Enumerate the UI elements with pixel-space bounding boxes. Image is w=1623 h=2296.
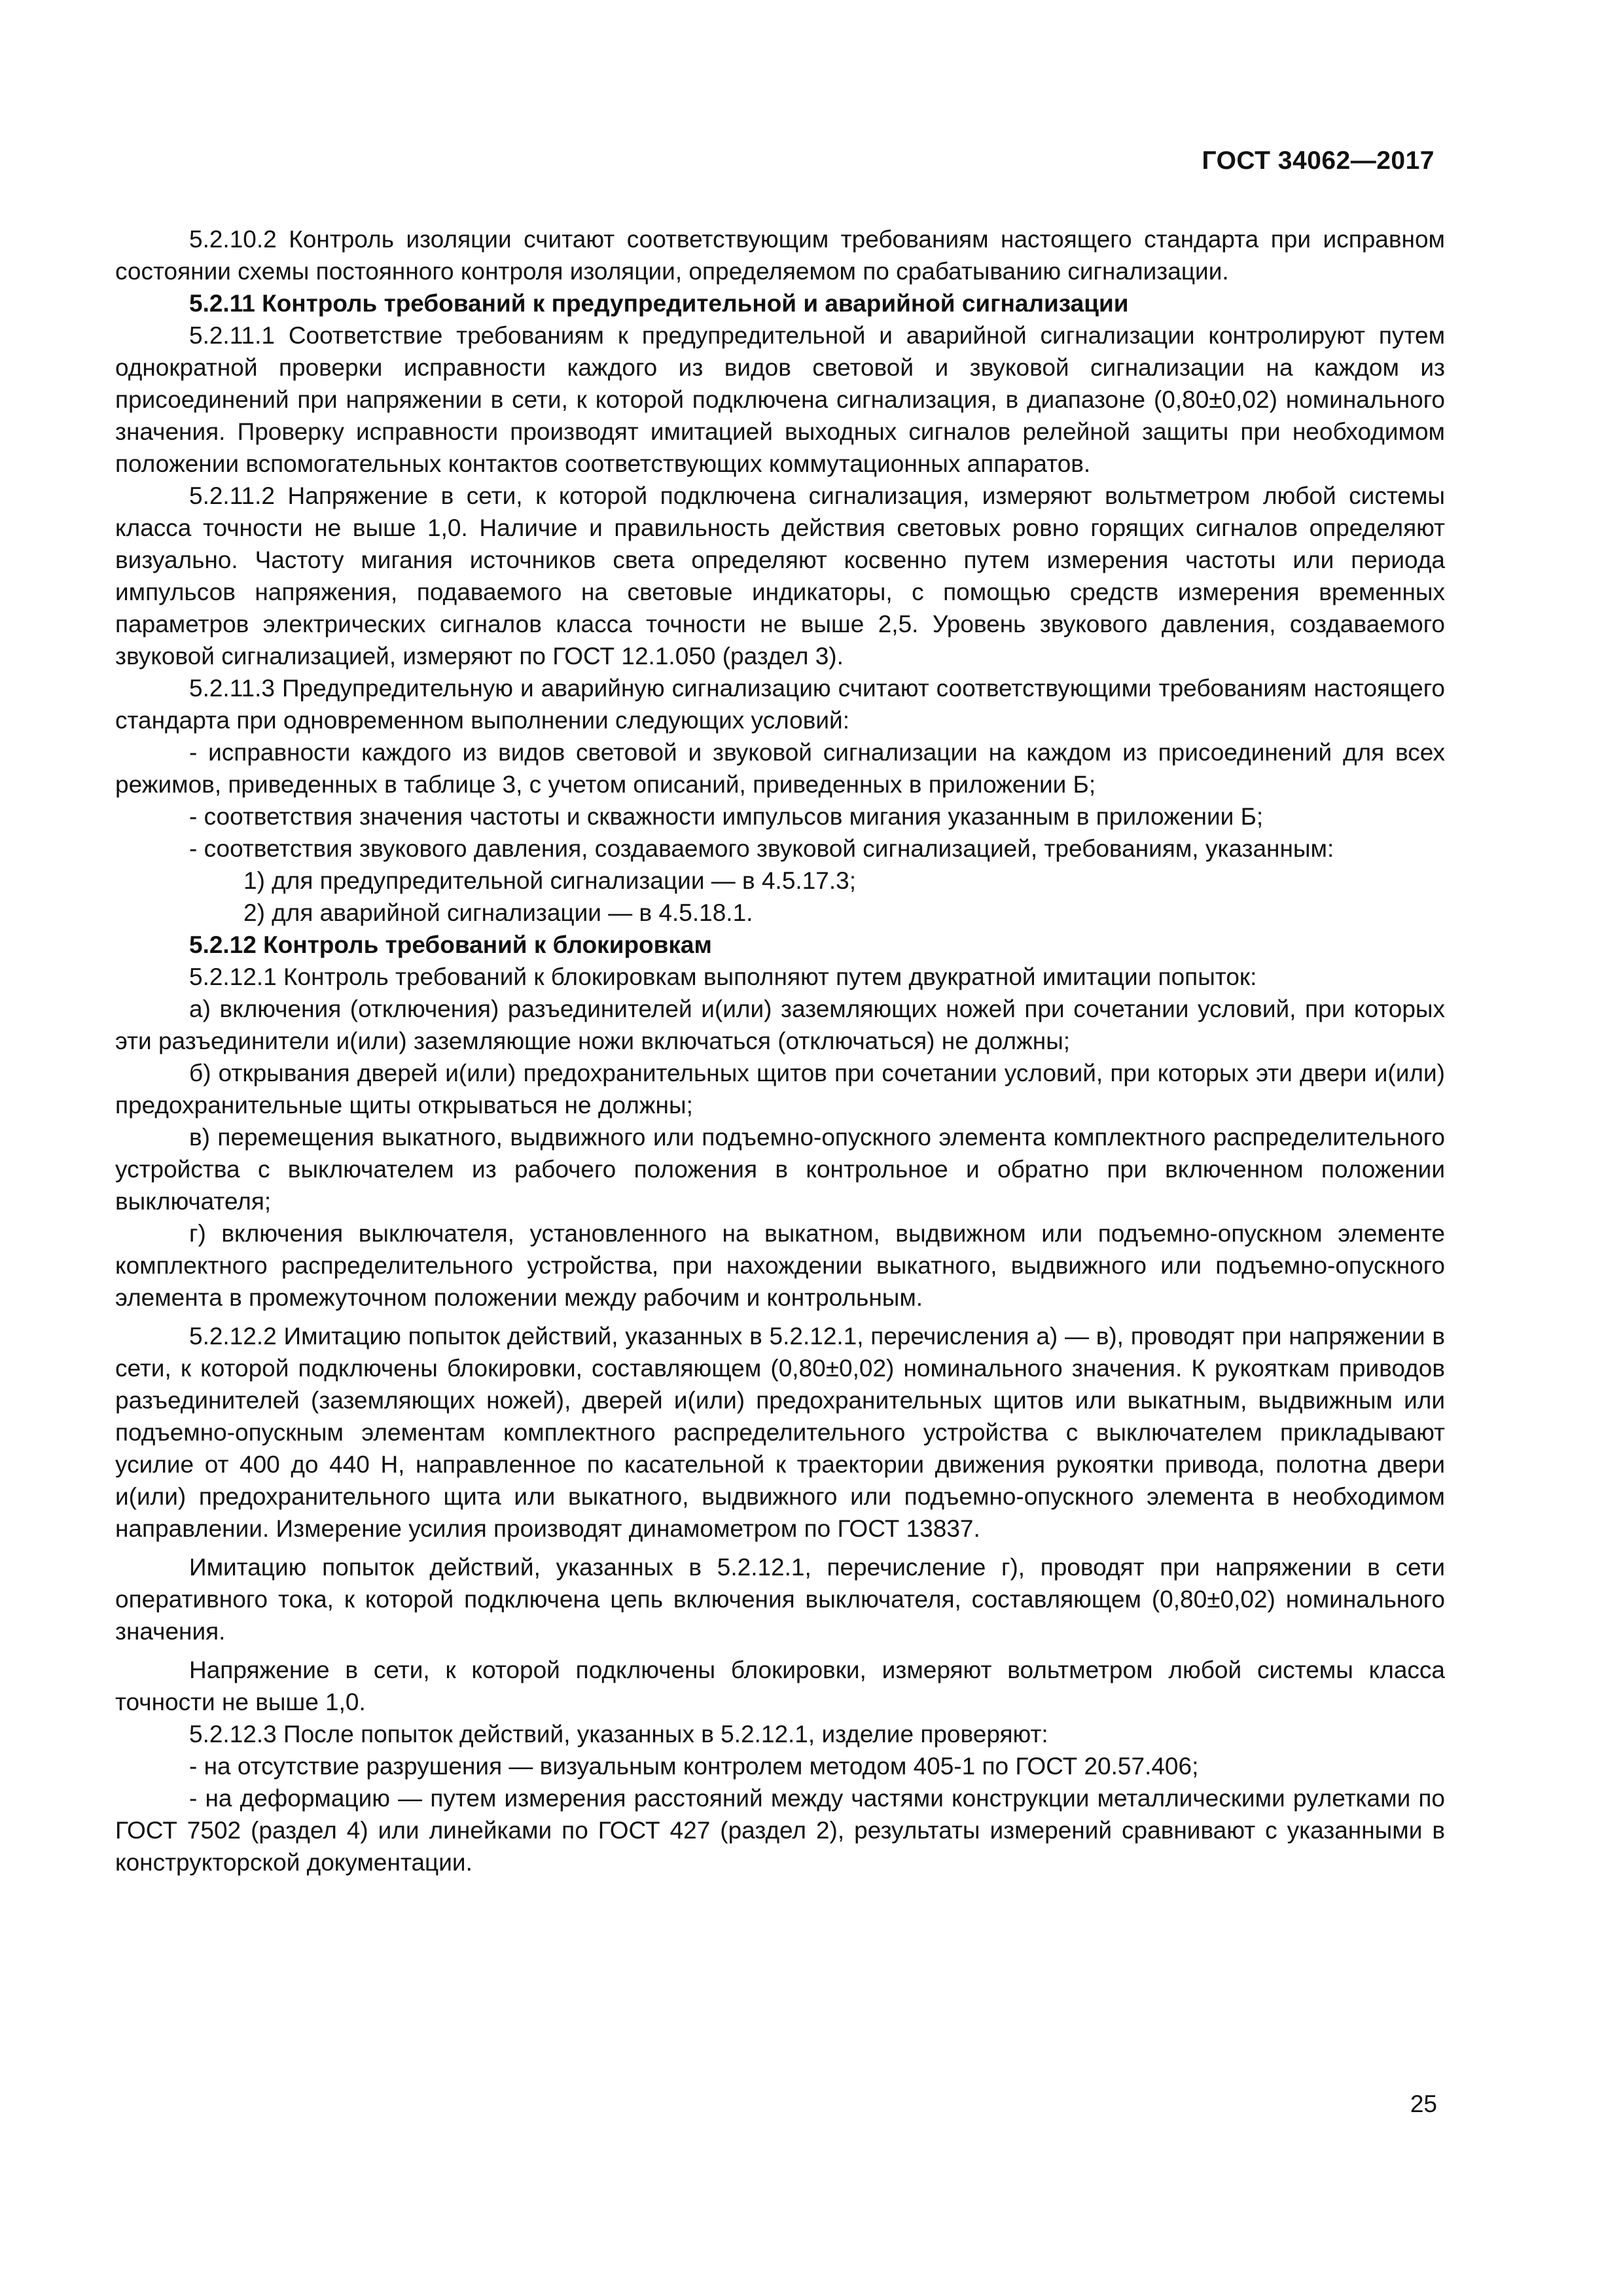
section-heading-5-2-12: 5.2.12 Контроль требований к блокировкам (189, 931, 712, 958)
paragraph: Напряжение в сети, к которой подключены блокировки, измеряют вольтметром любой системы класса точности не выше 1,0. (115, 1657, 1445, 1715)
paragraph-5-2-11-1: 5.2.11.1 Соответствие требованиям к предупредительной и аварийной сигнализации контролируют путем однократной проверки исправности каждого из видов световой и звуковой сигнализации на каждом из присоединений при напряжении в сети, к которой подключена сигнализация, в диапазоне (0,80±0,02) номинального значения. Проверку исправности производят имитацией выходных сигналов релейной защиты при необходимом положении вспомогательных контактов соответствующих коммутационных аппаратов. (115, 322, 1445, 477)
page-number: 25 (1410, 2090, 1437, 2117)
spacer (115, 1647, 1445, 1654)
list-item-dash: - соответствия значения частоты и скважности импульсов мигания указанным в приложении Б; (189, 803, 1264, 830)
list-item-letter: а) включения (отключения) разъединителей и(или) заземляющих ножей при сочетании условий, при которых эти разъединители и(или) заземляющие ножи включаться (отключаться) не должны; (115, 996, 1445, 1054)
paragraph: Имитацию попыток действий, указанных в 5.2.12.1, перечисление г), проводят при напряжении в сети оперативного тока, к которой подключена цепь включения выключателя, составляющем (0,80±0,02) номинального значения. (115, 1554, 1445, 1645)
list-item-letter: б) открывания дверей и(или) предохранительных щитов при сочетании условий, при которых эти двери и(или) предохранительные щиты открываться не должны; (115, 1060, 1445, 1119)
paragraph-5-2-10-2: 5.2.10.2 Контроль изоляции считают соответствующим требованиям настоящего стандарта при исправном состоянии схемы постоянного контроля изоляции, определяемом по срабатыванию сигнализации. (115, 226, 1445, 285)
section-heading-5-2-11: 5.2.11 Контроль требований к предупредительной и аварийной сигнализации (189, 290, 1129, 317)
document-body (115, 223, 1445, 1878)
spacer (115, 1314, 1445, 1320)
paragraph-5-2-11-3: 5.2.11.3 Предупредительную и аварийную сигнализацию считают соответствующими требованиям настоящего стандарта при одновременном выполнении следующих условий: (115, 675, 1445, 734)
paragraph-5-2-12-1: 5.2.12.1 Контроль требований к блокировкам выполняют путем двукратной имитации попыток: (189, 963, 1257, 990)
list-item-letter: в) перемещения выкатного, выдвижного или подъемно-опускного элемента комплектного распределительного устройства с выключателем из рабочего положения в контрольное и обратно при включенном положении выключателя; (115, 1124, 1445, 1215)
list-item-numbered: 2) для аварийной сигнализации — в 4.5.18.1. (243, 899, 753, 926)
list-item-dash: - на деформацию — путем измерения расстояний между частями конструкции металлическими рулетками по ГОСТ 7502 (раздел 4) или линейками по ГОСТ 427 (раздел 2), результаты измерений сравнивают с указанными в конструкторской документации. (115, 1785, 1445, 1876)
list-item-letter: г) включения выключателя, установленного на выкатном, выдвижном или подъемно-опускном элементе комплектного распределительного устройства, при нахождении выкатного, выдвижного или подъемно-опускного элемента в промежуточном положении между рабочим и контрольным. (115, 1220, 1445, 1311)
list-item-dash: - исправности каждого из видов световой и звуковой сигнализации на каждом из присоединений для всех режимов, приведенных в таблице 3, с учетом описаний, приведенных в приложении Б; (115, 739, 1445, 798)
paragraph-5-2-12-3: 5.2.12.3 После попыток действий, указанных в 5.2.12.1, изделие проверяют: (189, 1721, 1048, 1748)
paragraph-5-2-12-2: 5.2.12.2 Имитацию попыток действий, указанных в 5.2.12.1, перечисления а) — в), проводят при напряжении в сети, к которой подключены блокировки, составляющем (0,80±0,02) номинального значения. К рукояткам приводов разъединителей (заземляющих ножей), дверей и(или) предохранительных щитов или выкатным, выдвижным или подъемно-опускным элементам комплектного распределительного устройства с выключателем прикладывают усилие от 400 до 440 Н, направленное по касательной к траектории движения рукоятки привода, полотна двери и(или) предохранительного щита или выкатного, выдвижного или подъемно-опускного элемента в необходимом направлении. Измерение усилия производят динамометром по ГОСТ 13837. (115, 1323, 1445, 1542)
list-item-numbered: 1) для предупредительной сигнализации — в 4.5.17.3; (243, 867, 856, 894)
spacer (115, 1545, 1445, 1551)
list-item-dash: - на отсутствие разрушения — визуальным контролем методом 405-1 по ГОСТ 20.57.406; (189, 1753, 1199, 1780)
paragraph-5-2-11-2: 5.2.11.2 Напряжение в сети, к которой подключена сигнализация, измеряют вольтметром любой системы класса точности не выше 1,0. Наличие и правильность действия световых ровно горящих сигналов определяют визуально. Частоту мигания источников света определяют косвенно путем измерения частоты или периода импульсов напряжения, подаваемого на световые индикаторы, с помощью средств измерения временных параметров электрических сигналов класса точности не выше 2,5. Уровень звукового давления, создаваемого звуковой сигнализацией, измеряют по ГОСТ 12.1.050 (раздел 3). (115, 482, 1445, 670)
document-code-header: ГОСТ 34062—2017 (1202, 147, 1435, 175)
list-item-dash: - соответствия звукового давления, создаваемого звуковой сигнализацией, требованиям, указанным: (189, 835, 1334, 862)
